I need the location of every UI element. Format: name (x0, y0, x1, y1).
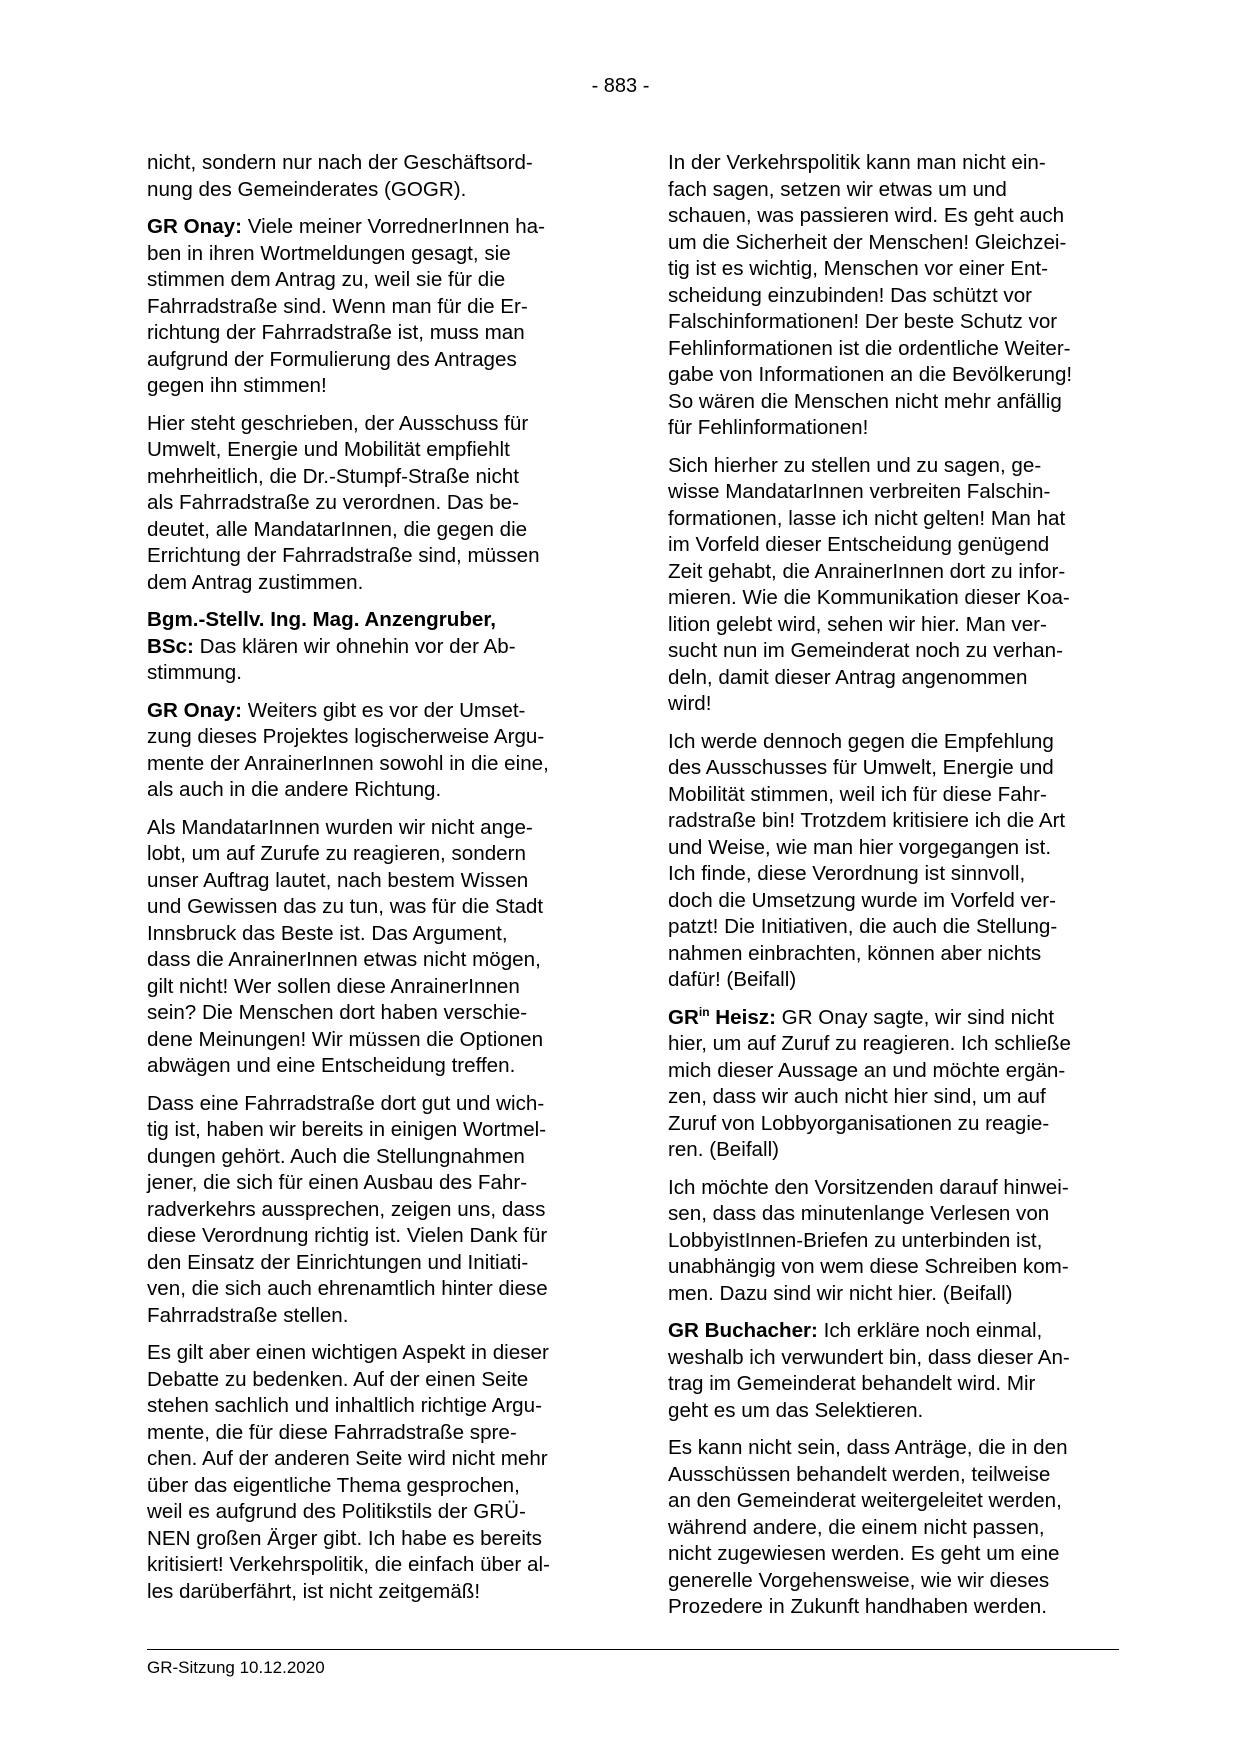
left-column (147, 150, 597, 1616)
speaker-name: GR Buchacher: (668, 1319, 818, 1342)
speech-text: Ich erkläre noch einmal, weshalb ich verwundert bin, dass dieser An- trag im Gemeinderat behandelt wird. Mir geht es um das Selektieren. (668, 1319, 1070, 1422)
speech-paragraph (668, 1005, 1118, 1164)
speaker-prefix: GR (668, 1005, 699, 1029)
speech-paragraph (147, 698, 597, 804)
speech-text: Weiters gibt es vor der Umset- zung dieses Projektes logischerweise Argu- mente der AnrainerInnen sowohl in die eine, als auch in die andere Richtung. (147, 698, 549, 801)
page-number: - 883 - (591, 75, 650, 97)
speech-text: Das klären wir ohnehin vor der Ab- stimmung. (147, 634, 516, 684)
paragraph: Dass eine Fahrradstraße dort gut und wich- tig ist, haben wir bereits in einigen Wortmel- dungen gehört. Auch die Stellungnahmen jener, die sich für einen Ausbau des Fahr- radverkehrs aussprechen, zeigen uns, dass diese Verordnung richtig ist. Vielen Dank für den Einsatz der Einrichtungen und Initiati- ven, die sich auch ehrenamtlich hinter diese Fahrradstraße stellen. (147, 1091, 548, 1327)
speech-text: GR Onay sagte, wir sind nicht hier, um auf Zuruf zu reagieren. Ich schließe mich dieser Aussage an und möchte ergän- zen, dass wir auch nicht hier sind, um auf Zuruf von Lobbyorganisationen zu reagie- ren. (Beifall) (668, 1005, 1071, 1161)
speaker-surname: Heisz: (709, 1005, 776, 1029)
footer-divider (147, 1649, 1119, 1650)
paragraph: Es kann nicht sein, dass Anträge, die in den Ausschüssen behandelt werden, teilweise an den Gemeinderat weitergeleitet werden, während andere, die einem nicht passen, nicht zugewiesen werden. Es geht um eine generelle Vorgehensweise, wie wir dieses Prozedere in Zukunft handhaben werden. (668, 1436, 1068, 1618)
paragraph: nicht, sondern nur nach der Geschäftsord- nung des Gemeinderates (GOGR). (147, 151, 533, 201)
paragraph: Ich werde dennoch gegen die Empfehlung des Ausschusses für Umwelt, Energie und Mobilität stimmen, weil ich für diese Fahr- radstraße bin! Trotzdem kritisiere ich die Art und Weise, wie man hier vorgegangen ist. Ich finde, diese Verordnung ist sinnvoll, doch die Umsetzung wurde im Vorfeld ver- patzt! Die Initiativen, die auch die Stellung- nahmen einbrachten, können aber nichts dafür! (Beifall) (668, 729, 1066, 991)
paragraph: In der Verkehrspolitik kann man nicht ein- fach sagen, setzen wir etwas um und schauen, was passieren wird. Es geht auch um die Sicherheit der Menschen! Gleichzei- tig ist es wichtig, Menschen vor einer Ent- scheidung einzubinden! Das schützt vor Falschinformationen! Der beste Schutz vor Fehlinformationen ist die ordentliche Weiter- gabe von Informationen an die Bevölkerung! So wären die Menschen nicht mehr anfällig für Fehlinformationen! (668, 151, 1073, 439)
paragraph: Es gilt aber einen wichtigen Aspekt in dieser Debatte zu bedenken. Auf der einen Seite stehen sachlich und inhaltlich richtige Argu- mente, die für diese Fahrradstraße spre- chen. Auf der anderen Seite wird nicht mehr über das eigentliche Thema gesprochen, weil es aufgrund des Politikstils der GRÜ- NEN großen Ärger gibt. Ich habe es bereits kritisiert! Verkehrspolitik, die einfach über al- les darüberfährt, ist nicht zeitgemäß! (147, 1341, 550, 1603)
speaker-name: GR Onay: (147, 215, 242, 238)
speech-text: Viele meiner VorrednerInnen ha- ben in ihren Wortmeldungen gesagt, sie stimmen dem Antrag zu, weil sie für die Fahrradstraße sind. Wenn man für die Er- richtung der Fahrradstraße ist, muss man aufgrund der Formulierung des Antrages gegen ihn stimmen! (147, 215, 545, 397)
paragraph: Als MandatarInnen wurden wir nicht ange- lobt, um auf Zurufe zu reagieren, sondern unser Auftrag lautet, nach bestem Wissen und Gewissen das zu tun, was für die Stadt Innsbruck das Beste ist. Das Argument, dass die AnrainerInnen etwas nicht mögen, gilt nicht! Wer sollen diese AnrainerInnen sein? Die Menschen dort haben verschie- dene Meinungen! Wir müssen die Optionen abwägen und eine Entscheidung treffen. (147, 815, 544, 1077)
speaker-superscript: in (698, 1004, 710, 1019)
paragraph: Hier steht geschrieben, der Ausschuss für Umwelt, Energie und Mobilität empfiehlt mehrheitlich, die Dr.-Stumpf-Straße nicht als Fahrradstraße zu verordnen. Das be- deutet, alle MandatarInnen, die gegen die Errichtung der Fahrradstraße sind, müssen dem Antrag zustimmen. (147, 411, 540, 594)
paragraph: Sich hierher zu stellen und zu sagen, ge- wisse MandatarInnen verbreiten Falschin- formationen, lasse ich nicht gelten! Man hat im Vorfeld dieser Entscheidung genügend Zeit gehabt, die AnrainerInnen dort zu infor- mieren. Wie die Kommunikation dieser Koa- lition gelebt wird, sehen wir hier. Man ver- sucht nun im Gemeinderat noch zu verhan- deln, damit dieser Antrag angenommen wird! (668, 453, 1070, 715)
speech-paragraph (147, 607, 597, 687)
footer-session-date: GR-Sitzung 10.12.2020 (147, 1658, 325, 1677)
speaker-name: GR Onay: (147, 698, 242, 722)
paragraph: Ich möchte den Vorsitzenden darauf hinwei- sen, dass das minutenlange Verlesen von LobbyistInnen-Briefen zu unterbinden ist, unabhängig von wem diese Schreiben kom- men. Dazu sind wir nicht hier. (Beifall) (668, 1175, 1069, 1305)
speech-paragraph (147, 214, 597, 400)
speech-paragraph (668, 1318, 1118, 1424)
speaker-name: Bgm.-Stellv. Ing. Mag. Anzengruber, BSc: (147, 608, 496, 658)
speaker-name (668, 1006, 776, 1029)
right-column (668, 150, 1118, 1632)
